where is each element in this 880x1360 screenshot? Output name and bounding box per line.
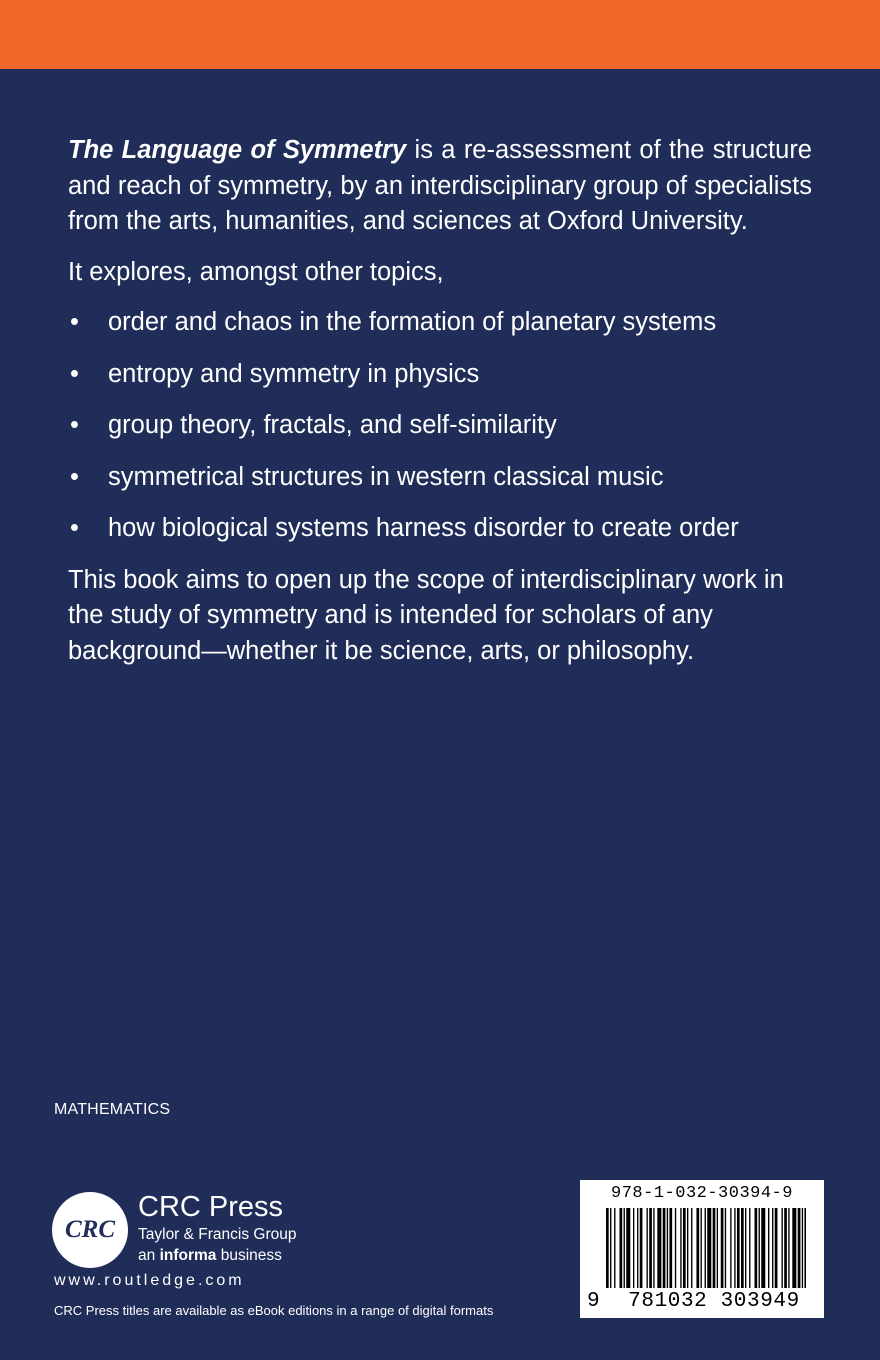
barcode-bar — [701, 1208, 702, 1288]
barcode-bar — [798, 1208, 801, 1288]
isbn-barcode — [580, 1180, 824, 1318]
top-color-band — [0, 0, 880, 69]
barcode-bar — [620, 1208, 623, 1288]
bullet-icon: • — [70, 411, 79, 439]
barcode-bar — [713, 1208, 716, 1288]
list-item: • symmetrical structures in western classical music — [68, 460, 812, 496]
barcode-bar — [683, 1208, 686, 1288]
barcode-bar — [759, 1208, 760, 1288]
barcode-first-digit: 9 — [587, 1290, 600, 1313]
barcode-bar — [696, 1208, 699, 1288]
barcode-bar — [788, 1208, 789, 1288]
barcode-bar — [721, 1208, 724, 1288]
barcode-digits: 781032 303949 — [628, 1290, 800, 1313]
barcode-bar — [640, 1208, 643, 1288]
barcode-bar — [741, 1208, 744, 1288]
intro-paragraph — [68, 133, 812, 240]
publisher-url[interactable]: www.routledge.com — [54, 1272, 245, 1289]
barcode-bar — [614, 1208, 615, 1288]
bullet-icon: • — [70, 308, 79, 336]
barcode-bar — [624, 1208, 625, 1288]
list-item: • group theory, fractals, and self-similarity — [68, 408, 812, 444]
barcode-bar — [768, 1208, 769, 1288]
barcode-bar — [737, 1208, 740, 1288]
barcode-bar — [637, 1208, 638, 1288]
barcode-bar — [804, 1208, 806, 1288]
barcode-bar — [749, 1208, 750, 1288]
closing-paragraph: This book aims to open up the scope of interdisciplinary work in the study of symmetry and is intended for scholars of any background—whether it be science, arts, or philosophy. — [68, 565, 784, 665]
list-item: • order and chaos in the formation of planetary systems — [68, 305, 812, 341]
barcode-bar — [610, 1208, 611, 1288]
bullet-icon: • — [70, 514, 79, 542]
barcode-bar — [675, 1208, 676, 1288]
barcode-bar — [734, 1208, 735, 1288]
barcode-bar — [626, 1208, 630, 1288]
barcode-bar — [755, 1208, 758, 1288]
barcode-bar — [792, 1208, 796, 1288]
barcode-bar — [633, 1208, 634, 1288]
barcode-bar — [680, 1208, 681, 1288]
list-item: • how biological systems harness disorder to create order — [68, 511, 812, 547]
publisher-name: CRC Press — [138, 1191, 284, 1223]
barcode-bar — [606, 1208, 609, 1288]
logo-text: CRC — [64, 1216, 116, 1243]
topics-list — [68, 305, 812, 547]
barcode-bar — [691, 1208, 692, 1288]
ebook-note: CRC Press titles are available as eBook editions in a range of digital formats — [54, 1303, 494, 1318]
barcode-bar — [653, 1208, 654, 1288]
barcode-bar — [761, 1208, 765, 1288]
publisher-block — [52, 1188, 522, 1328]
subject-category: MATHEMATICS — [54, 1101, 171, 1118]
barcode-bar — [657, 1208, 661, 1288]
crc-logo-icon — [52, 1192, 128, 1268]
barcode-bar — [669, 1208, 672, 1288]
barcode-bar — [705, 1208, 706, 1288]
barcode-bar — [717, 1208, 718, 1288]
bullet-icon: • — [70, 359, 79, 388]
list-item: • entropy and symmetry in physics — [68, 357, 812, 393]
barcode-bar — [772, 1208, 773, 1288]
topics-lead: It explores, amongst other topics, — [68, 257, 444, 286]
barcode-bar — [784, 1208, 787, 1288]
back-cover-blurb — [68, 133, 812, 669]
barcode-bar — [775, 1208, 778, 1288]
barcode-bars-icon — [606, 1208, 806, 1288]
intro-text: is a re-assessment of the structure and reach of symmetry, by an interdisciplinary group of specialists from the arts, humanities, and sciences at Oxford University. — [68, 136, 812, 235]
barcode-bar — [725, 1208, 726, 1288]
barcode-bar — [730, 1208, 731, 1288]
isbn-number: 978-1-032-30394-9 — [611, 1184, 793, 1203]
barcode-bar — [667, 1208, 668, 1288]
barcode-bar — [663, 1208, 666, 1288]
barcode-bar — [782, 1208, 783, 1288]
barcode-bar — [745, 1208, 746, 1288]
barcode-bar — [687, 1208, 688, 1288]
publisher-group: Taylor & Francis Group — [138, 1226, 297, 1243]
barcode-bar — [649, 1208, 652, 1288]
bullet-icon: • — [70, 462, 79, 491]
informa-tagline: an informa business — [138, 1247, 282, 1264]
barcode-bar — [707, 1208, 711, 1288]
barcode-bar — [647, 1208, 648, 1288]
barcode-bar — [802, 1208, 803, 1288]
book-title: The Language of Symmetry — [68, 136, 407, 164]
